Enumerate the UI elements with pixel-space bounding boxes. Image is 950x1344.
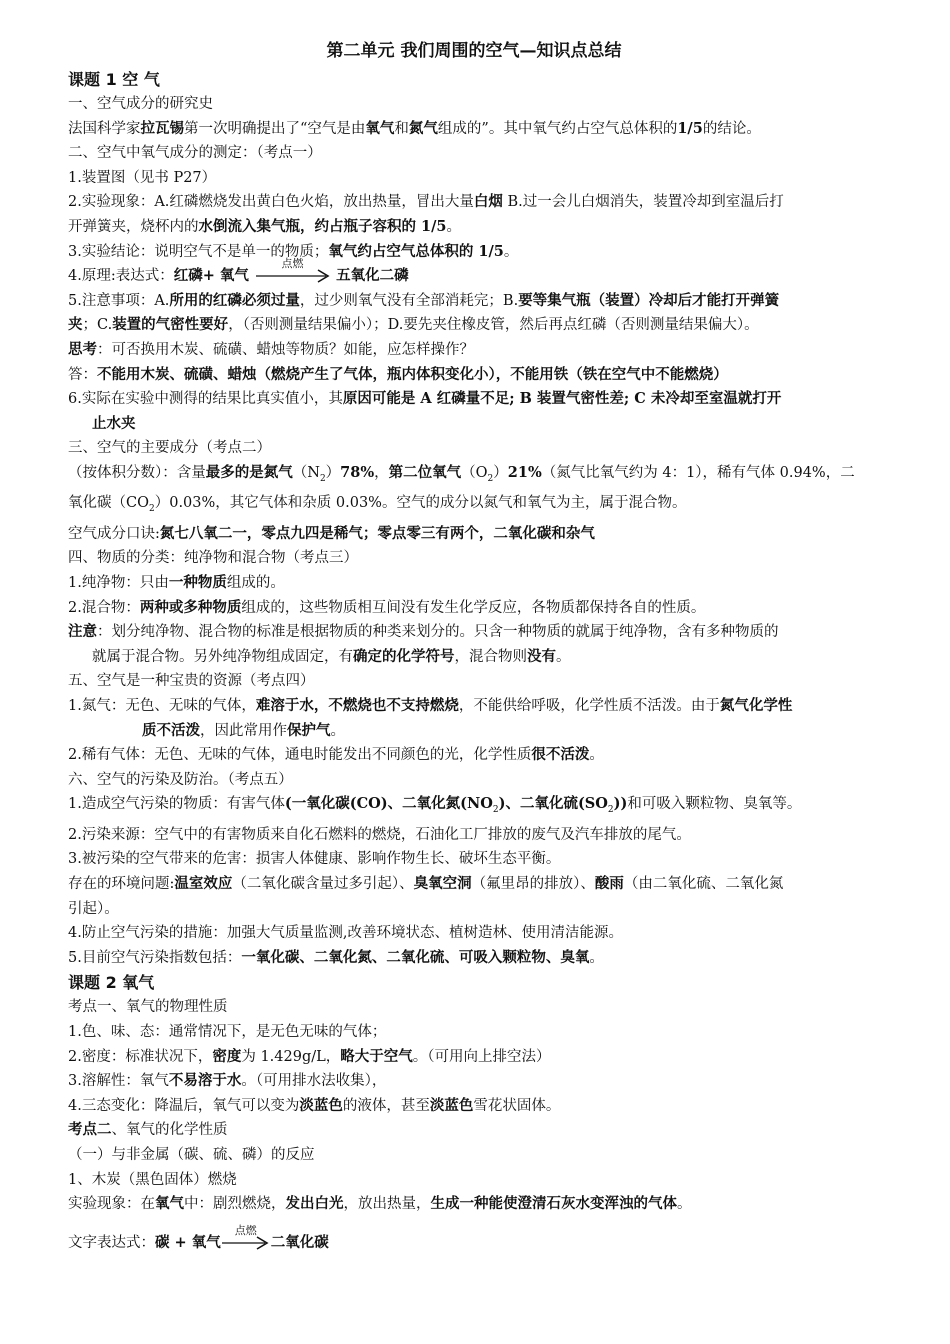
section3-mnemonic: 空气成分口诀:氮七八氧二一，零点九四是稀气；零点零三有两个，二氧化碳和杂气 xyxy=(68,524,595,542)
section6-item5: 5.目前空气污染指数包括：一氧化碳、二氧化氮、二氧化硫、可吸入颗粒物、臭氧。 xyxy=(68,948,604,966)
section4-title: 四、物质的分类：纯净物和混合物（考点三） xyxy=(68,550,358,567)
section1-title: 一、空气成分的研究史 xyxy=(68,96,213,112)
section3-title: 三、空气的主要成分（考点二） xyxy=(68,440,271,457)
kp2-item1: 1、木炭（黑色固体）燃烧 xyxy=(68,1171,237,1188)
think-answer: 答：不能用木炭、硫磺、蜡烛（燃烧产生了气体，瓶内体积变化小），不能用铁（铁在空气中不能燃烧） xyxy=(68,365,728,383)
reaction-condition-2: 点燃 xyxy=(234,1223,257,1237)
section2-item6: 6.实际在实验中测得的结果比真实值小，其原因可能是 A 红磷量不足; B 装置气密性差; C 未冷却至室温就打开 xyxy=(68,390,782,408)
section3-composition-cont: 氧化碳$(CO_2)0.03\%$，其它气体和杂质 0.03%。空气的成分以氮气和氧气为主，属于混合物。 xyxy=(68,495,687,515)
section2-item2-cont: 开弹簧夹，烧杯内的水倒流入集气瓶，约占瓶子容积的 1/5。 xyxy=(68,217,462,235)
kp2-title: 考点二、氧气的化学性质 xyxy=(68,1121,228,1139)
section2-item3: 3.实验结论：说明空气不是单一的物质；氧气约占空气总体积的 1/5。 xyxy=(68,242,519,260)
section6-problems: 存在的环境问题:温室效应（二氧化碳含量过多引起）、臭氧空洞（氟里昂的排放）、酸雨（由二氧化硫、二氧化氮 xyxy=(68,875,784,893)
section4-item1: 1.纯净物：只由一种物质组成的。 xyxy=(68,574,285,592)
section5-item1-cont: 质不活泼，因此常用作保护气。 xyxy=(142,721,345,739)
kp1-item3: 3.溶解性：氧气不易溶于水。（可用排水法收集）， xyxy=(68,1072,387,1090)
section6-problems-cont: 引起）。 xyxy=(68,900,119,917)
section5-item1: 1.氮气：无色、无味的气体，难溶于水，不燃烧也不支持燃烧，不能供给呼吸，化学性质不活泼。由于氮气化学性 xyxy=(68,697,793,715)
kp2-equation: 文字表达式：碳 + 氧气 点燃 二氧化碳 xyxy=(68,1223,329,1251)
kp1-item4: 4.三态变化：降温后，氧气可以变为淡蓝色的液体，甚至淡蓝色雪花状固体。 xyxy=(68,1096,561,1114)
kp1-item1: 1.色、味、态：通常情况下，是无色无味的气体； xyxy=(68,1024,387,1041)
section6-title: 六、空气的污染及防治。（考点五） xyxy=(68,771,293,788)
document-page xyxy=(68,36,880,1255)
section3-composition: （按体积分数）：含量最多的是氮气$(N_2)78\%$，第二位氧气$(O_2)21\%$（氮气比氧气约为 4：1），稀有气体 0.94%，二 xyxy=(68,463,855,484)
section5-title: 五、空气是一种宝贵的资源（考点四） xyxy=(68,673,315,690)
arrow-icon xyxy=(254,267,332,285)
section4-item2: 2.混合物：两种或多种物质组成的，这些物质相互间没有发生化学反应，各物质都保持各自的性质。 xyxy=(68,598,706,616)
section2-item5: 5.注意事项：A.所用的红磷必须过量，过少则氧气没有全部消耗完；B.要等集气瓶（装置）冷却后才能打开弹簧 xyxy=(68,291,780,309)
kp1-item2: 2.密度：标准状况下，密度为 1.429g/L，略大于空气。（可用向上排空法） xyxy=(68,1047,551,1065)
reaction-arrow xyxy=(254,257,332,285)
section1-paragraph: 法国科学家拉瓦锡第一次明确提出了“空气是由氧气和氮气组成的”。其中氧气约占空气总体积的1/5的结论。 xyxy=(68,119,761,137)
section2-item4: 4.原理:表达式：红磷+ 氧气 点燃 五氧化二磷 xyxy=(68,257,409,285)
section2-item1: 1.装置图（见书 P27） xyxy=(68,169,217,186)
lesson2-heading: 课题 2 氧气 xyxy=(68,973,155,993)
kp2-subtitle: （一）与非金属（碳、硫、磷）的反应 xyxy=(68,1147,315,1164)
section6-item4: 4.防止空气污染的措施：加强大气质量监测,改善环境状态、植树造林、使用清洁能源。 xyxy=(68,925,623,942)
section5-item2: 2.稀有气体：无色、无味的气体，通电时能发出不同颜色的光，化学性质很不活泼。 xyxy=(68,746,604,764)
section2-item5-cont: 夹；C.装置的气密性要好，（否则测量结果偏小）；D.要先夹住橡皮管，然后再点红磷（否则测量结果偏大）。 xyxy=(68,316,759,334)
section2-title: 二、空气中氧气成分的测定：（考点一） xyxy=(68,145,322,162)
spacer xyxy=(68,1217,880,1231)
section6-item1: 1.造成空气污染的物质：有害气体(一氧化碳(CO)、二氧化氮$(NO_2)$、二氧化硫$(SO_2)$)和可吸入颗粒物、臭氧等。 xyxy=(68,795,802,816)
section4-note-cont: 就属于混合物。另外纯净物组成固定，有确定的化学符号，混合物则没有。 xyxy=(92,647,571,665)
kp1-title: 考点一、氧气的物理性质 xyxy=(68,999,228,1016)
section6-item3: 3.被污染的空气带来的危害：损害人体健康、影响作物生长、破坏生态平衡。 xyxy=(68,851,561,868)
section2-item2: 2.实验现象：A.红磷燃烧发出黄白色火焰，放出热量，冒出大量白烟 B.过一会儿白烟消失，装置冷却到室温后打 xyxy=(68,193,784,211)
section2-item6-cont: 止水夹 xyxy=(92,414,136,432)
kp2-phenomenon: 实验现象：在氧气中：剧烈燃烧，发出白光，放出热量，生成一种能使澄清石灰水变浑浊的气体。 xyxy=(68,1195,692,1213)
page-title: 第二单元 我们周围的空气—知识点总结 xyxy=(326,41,622,61)
lesson1-heading: 课题 1 空 气 xyxy=(68,70,160,89)
arrow-icon xyxy=(221,1234,271,1252)
think-question: 思考：可否换用木炭、硫磺、蜡烛等物质？如能，应怎样操作？ xyxy=(68,340,474,358)
section4-note: 注意：划分纯净物、混合物的标准是根据物质的种类来划分的。只含一种物质的就属于纯净物，含有多种物质的 xyxy=(68,623,779,641)
reaction-condition: 点燃 xyxy=(281,257,304,271)
section6-item2: 2.污染来源：空气中的有害物质来自化石燃料的燃烧，石油化工厂排放的废气及汽车排放的尾气。 xyxy=(68,826,691,843)
reaction-arrow-2 xyxy=(221,1223,271,1252)
